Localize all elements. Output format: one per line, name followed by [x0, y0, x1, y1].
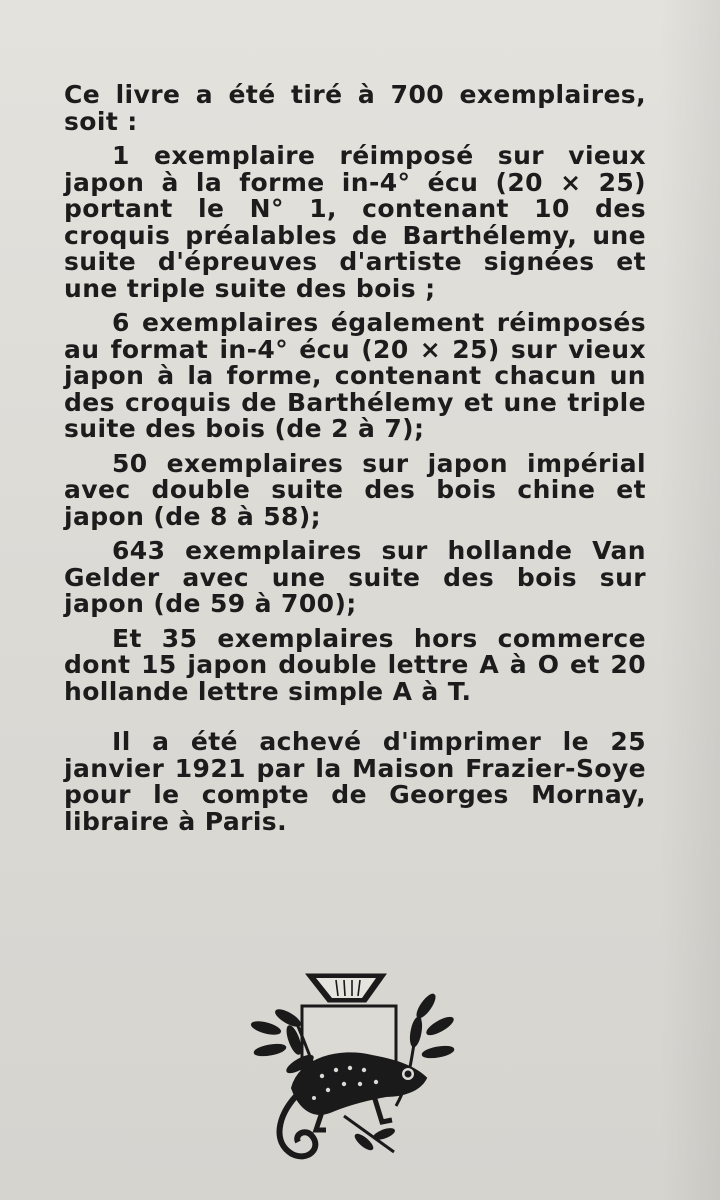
- edition-entry: 643 exemplaires sur hollande Van Gelder avec une suite des bois sur japon (de 59 à 700);: [64, 536, 646, 618]
- edition-entry: Et 35 exemplaires hors commerce dont 15 japon double lettre A à O et 20 hollande lettre simple A à T.: [64, 623, 646, 706]
- edition-entry: 50 exemplaires sur japon impérial avec double suite des bois chine et japon (de 8 à 58);: [64, 448, 646, 531]
- printer-colophon: Il a été achevé d'imprimer le 25 janvier 1921 par la Maison Frazier-Soye pour le compte de Georges Mornay, libraire à Paris.: [64, 727, 646, 836]
- edition-entry: 6 exemplaires également réimposés au format in-4° écu (20 × 25) sur vieux japon à la forme, contenant chacun un des croquis de Barthélemy et une triple suite des bois (de 2 à 7);: [64, 308, 646, 443]
- edition-intro: Ce livre a été tiré à 700 exemplaires, soit :: [64, 80, 646, 136]
- page-shadow: [660, 0, 720, 1200]
- justification-text: [64, 82, 646, 835]
- edition-entry: 1 exemplaire réimposé sur vieux japon à la forme in-4° écu (20 × 25) portant le N° 1, contenant 10 des croquis préalables de Barthélemy, une suite d'épreuves d'artiste signées et une triple suite des bois ;: [64, 141, 646, 303]
- chameleon-vignette-icon: [244, 966, 456, 1168]
